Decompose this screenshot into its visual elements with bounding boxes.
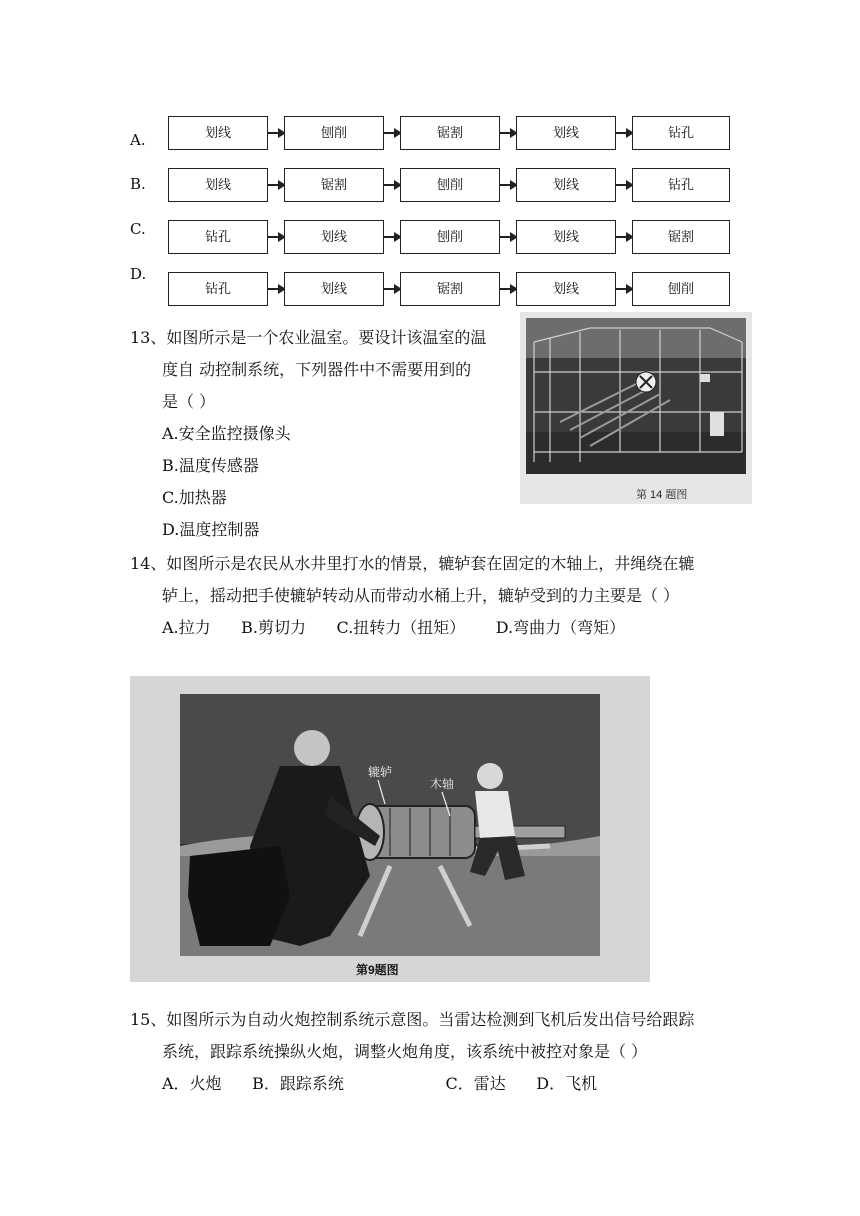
label-pulley: 辘轳 [368,765,393,779]
flow-step: 划线 [284,220,384,254]
flow-step: 刨削 [400,168,500,202]
arrow-icon [616,236,632,238]
flow-step: 钻孔 [168,272,268,306]
flow-step: 钻孔 [632,116,730,150]
q13-text-line-1: 13、如图所示是一个农业温室。要设计该温室的温 [130,328,487,347]
q14-text-line-2: 轳上，摇动把手使辘轳转动从而带动水桶上升，辘轳受到的力主要是（ ） [162,586,680,605]
flow-step: 划线 [168,116,268,150]
arrow-icon [384,288,400,290]
option-letter-d: D. [130,265,147,283]
greenhouse-figure [520,312,752,504]
q13-option-d: D.温度控制器 [162,520,260,539]
well-pulley-image [130,676,650,982]
greenhouse-caption: 第 14 题图 [636,489,688,501]
q14-options: A.拉力 B.剪切力 C.扭转力（扭矩） D.弯曲力（弯矩） [162,618,626,637]
flow-step: 划线 [168,168,268,202]
option-letter-b: B. [130,175,146,193]
arrow-icon [616,184,632,186]
arrow-icon [500,184,516,186]
q13-option-c: C.加热器 [162,488,227,507]
flow-step: 划线 [516,168,616,202]
q15-text-line-2: 系统，跟踪系统操纵火炮，调整火炮角度，该系统中被控对象是（ ） [162,1042,648,1061]
q13-text-line-3: 是（ ） [162,392,216,411]
arrow-icon [616,132,632,134]
option-letter-c: C. [130,220,146,238]
flow-step: 钻孔 [168,220,268,254]
flow-step: 刨削 [400,220,500,254]
q13-text-line-2: 度自 动控制系统，下列器件中不需要用到的 [162,360,472,379]
arrow-icon [384,132,400,134]
flow-step: 锯割 [284,168,384,202]
well-pulley-figure [130,676,650,982]
q14-text-line-1: 14、如图所示是农民从水井里打水的情景，辘轳套在固定的木轴上，井绳绕在辘 [130,554,695,573]
flow-step: 锯割 [400,116,500,150]
arrow-icon [384,184,400,186]
arrow-icon [384,236,400,238]
arrow-icon [268,184,284,186]
option-letter-a: A. [130,131,146,149]
arrow-icon [616,288,632,290]
q15-text-line-1: 15、如图所示为自动火炮控制系统示意图。当雷达检测到飞机后发出信号给跟踪 [130,1010,695,1029]
arrow-icon [268,132,284,134]
flow-step: 刨削 [284,116,384,150]
flow-step: 划线 [516,116,616,150]
arrow-icon [500,132,516,134]
arrow-icon [500,236,516,238]
flow-step: 锯割 [632,220,730,254]
arrow-icon [500,288,516,290]
flow-step: 锯割 [400,272,500,306]
greenhouse-image [520,312,752,504]
arrow-icon [268,288,284,290]
well-caption: 第9题图 [356,963,399,977]
arrow-icon [268,236,284,238]
label-shaft: 木轴 [430,777,455,791]
flow-step: 划线 [516,220,616,254]
q15-options: A．火炮 B．跟踪系统 C．雷达 D．飞机 [162,1074,598,1093]
q13-option-a: A.安全监控摄像头 [162,424,291,443]
flow-step: 划线 [284,272,384,306]
flow-step: 刨削 [632,272,730,306]
flow-step: 划线 [516,272,616,306]
flow-step: 钻孔 [632,168,730,202]
q13-option-b: B.温度传感器 [162,456,259,475]
